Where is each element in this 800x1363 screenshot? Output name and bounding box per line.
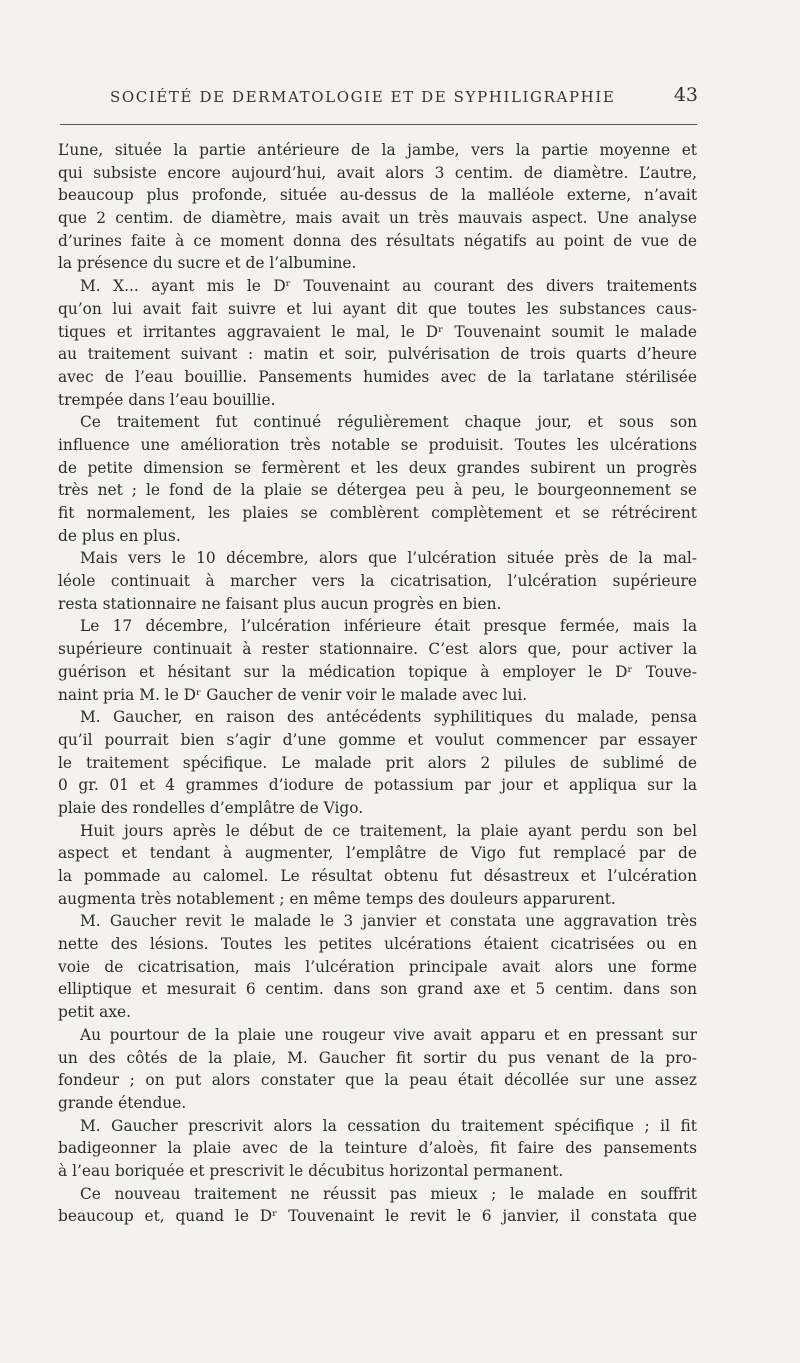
- text-line: influence une amélioration très notable se produisit. Toutes les ulcérations: [58, 435, 697, 454]
- text-line: M. Gaucher prescrivit alors la cessation du traitement spécifique ; il fit: [80, 1116, 697, 1135]
- text-line: de petite dimension se fermèrent et les deux grandes subirent un progrès: [58, 458, 697, 477]
- text-line: tiques et irritantes aggravaient le mal, le Dʳ Touvenaint soumit le malade: [58, 322, 697, 341]
- text-line: très net ; le fond de la plaie se détergea peu à peu, le bourgeonnement se: [58, 481, 697, 500]
- page-number: 43: [673, 84, 698, 106]
- text-line: L’une, située la partie antérieure de la jambe, vers la partie moyenne et: [58, 141, 697, 159]
- text-line: Huit jours après le début de ce traitement, la plaie ayant perdu son bel: [80, 821, 697, 840]
- text-line: supérieure continuait à rester stationnaire. C’est alors que, pour activer la: [58, 640, 697, 659]
- text-line: M. X... ayant mis le Dʳ Touvenaint au courant des divers traitements: [80, 277, 697, 296]
- text-line: un des côtés de la plaie, M. Gaucher fit sortir du pus venant de la pro-: [58, 1048, 697, 1067]
- text-line: qui subsiste encore aujourd’hui, avait alors 3 centim. de diamètre. L’autre,: [58, 163, 697, 182]
- text-line: fondeur ; on put alors constater que la peau était décollée sur une assez: [58, 1071, 697, 1090]
- text-line: Le 17 décembre, l’ulcération inférieure était presque fermée, mais la: [80, 617, 697, 636]
- text-line: Ce nouveau traitement ne réussit pas mieux ; le malade en souffrit: [80, 1184, 697, 1203]
- text-line: badigeonner la plaie avec de la teinture d’aloès, fit faire des pansements: [58, 1139, 697, 1158]
- text-line: qu’on lui avait fait suivre et lui ayant dit que toutes les substances caus-: [58, 299, 697, 318]
- text-line: beaucoup plus profonde, située au-dessus de la malléole externe, n’avait: [58, 186, 697, 205]
- text-line: au traitement suivant : matin et soir, pulvérisation de trois quarts d’heure: [58, 345, 697, 364]
- text-line: trempée dans l’eau bouillie.: [58, 390, 276, 409]
- body-text: [58, 139, 697, 1228]
- text-line: nette des lésions. Toutes les petites ulcérations étaient cicatrisées ou en: [58, 935, 697, 954]
- text-line: 0 gr. 01 et 4 grammes d’iodure de potassium par jour et appliqua sur la: [58, 776, 697, 795]
- text-line: resta stationnaire ne faisant plus aucun progrès en bien.: [58, 594, 502, 613]
- running-header: [58, 84, 698, 116]
- text-line: petit axe.: [58, 1003, 132, 1022]
- text-line: naint pria M. le Dʳ Gaucher de venir voir le malade avec lui.: [58, 685, 528, 704]
- text-line: la pommade au calomel. Le résultat obtenu fut désastreux et l’ulcération: [58, 867, 697, 885]
- text-line: Ce traitement fut continué régulièrement chaque jour, et sous son: [80, 413, 697, 432]
- text-line: de plus en plus.: [58, 526, 181, 545]
- text-line: M. Gaucher, en raison des antécédents syphilitiques du malade, pensa: [80, 708, 697, 727]
- running-title: SOCIÉTÉ DE DERMATOLOGIE ET DE SYPHILIGRAPHIE: [110, 88, 616, 106]
- header-rule: [60, 124, 697, 125]
- text-line: que 2 centim. de diamètre, mais avait un très mauvais aspect. Une analyse: [58, 209, 697, 228]
- text-line: augmenta très notablement ; en même temps des douleurs apparurent.: [58, 889, 616, 908]
- text-line: plaie des rondelles d’emplâtre de Vigo.: [58, 798, 364, 817]
- text-line: beaucoup et, quand le Dʳ Touvenaint le revit le 6 janvier, il constata que: [58, 1207, 697, 1226]
- text-line: fit normalement, les plaies se comblèrent complètement et se rétrécirent: [58, 504, 697, 522]
- text-line: avec de l’eau bouillie. Pansements humides avec de la tarlatane stérilisée: [58, 367, 697, 386]
- text-line: elliptique et mesurait 6 centim. dans son grand axe et 5 centim. dans son: [58, 980, 697, 999]
- text-line: grande étendue.: [58, 1093, 187, 1112]
- text-line: léole continuait à marcher vers la cicatrisation, l’ulcération supérieure: [58, 572, 697, 591]
- text-line: le traitement spécifique. Le malade prit alors 2 pilules de sublimé de: [58, 753, 697, 772]
- text-line: M. Gaucher revit le malade le 3 janvier et constata une aggravation très: [80, 912, 697, 931]
- text-line: Au pourtour de la plaie une rougeur vive avait apparu et en pressant sur: [80, 1025, 697, 1044]
- text-line: qu’il pourrait bien s’agir d’une gomme et voulut commencer par essayer: [58, 730, 697, 749]
- text-line: la présence du sucre et de l’albumine.: [58, 254, 357, 273]
- text-line: aspect et tendant à augmenter, l’emplâtre de Vigo fut remplacé par de: [58, 844, 697, 863]
- text-line: guérison et hésitant sur la médication topique à employer le Dʳ Touve-: [58, 662, 697, 681]
- text-line: à l’eau boriquée et prescrivit le décubitus horizontal permanent.: [58, 1161, 564, 1180]
- text-line: voie de cicatrisation, mais l’ulcération principale avait alors une forme: [58, 957, 697, 976]
- text-line: Mais vers le 10 décembre, alors que l’ulcération située près de la mal-: [80, 549, 697, 568]
- text-line: d’urines faite à ce moment donna des résultats négatifs au point de vue de: [58, 231, 697, 250]
